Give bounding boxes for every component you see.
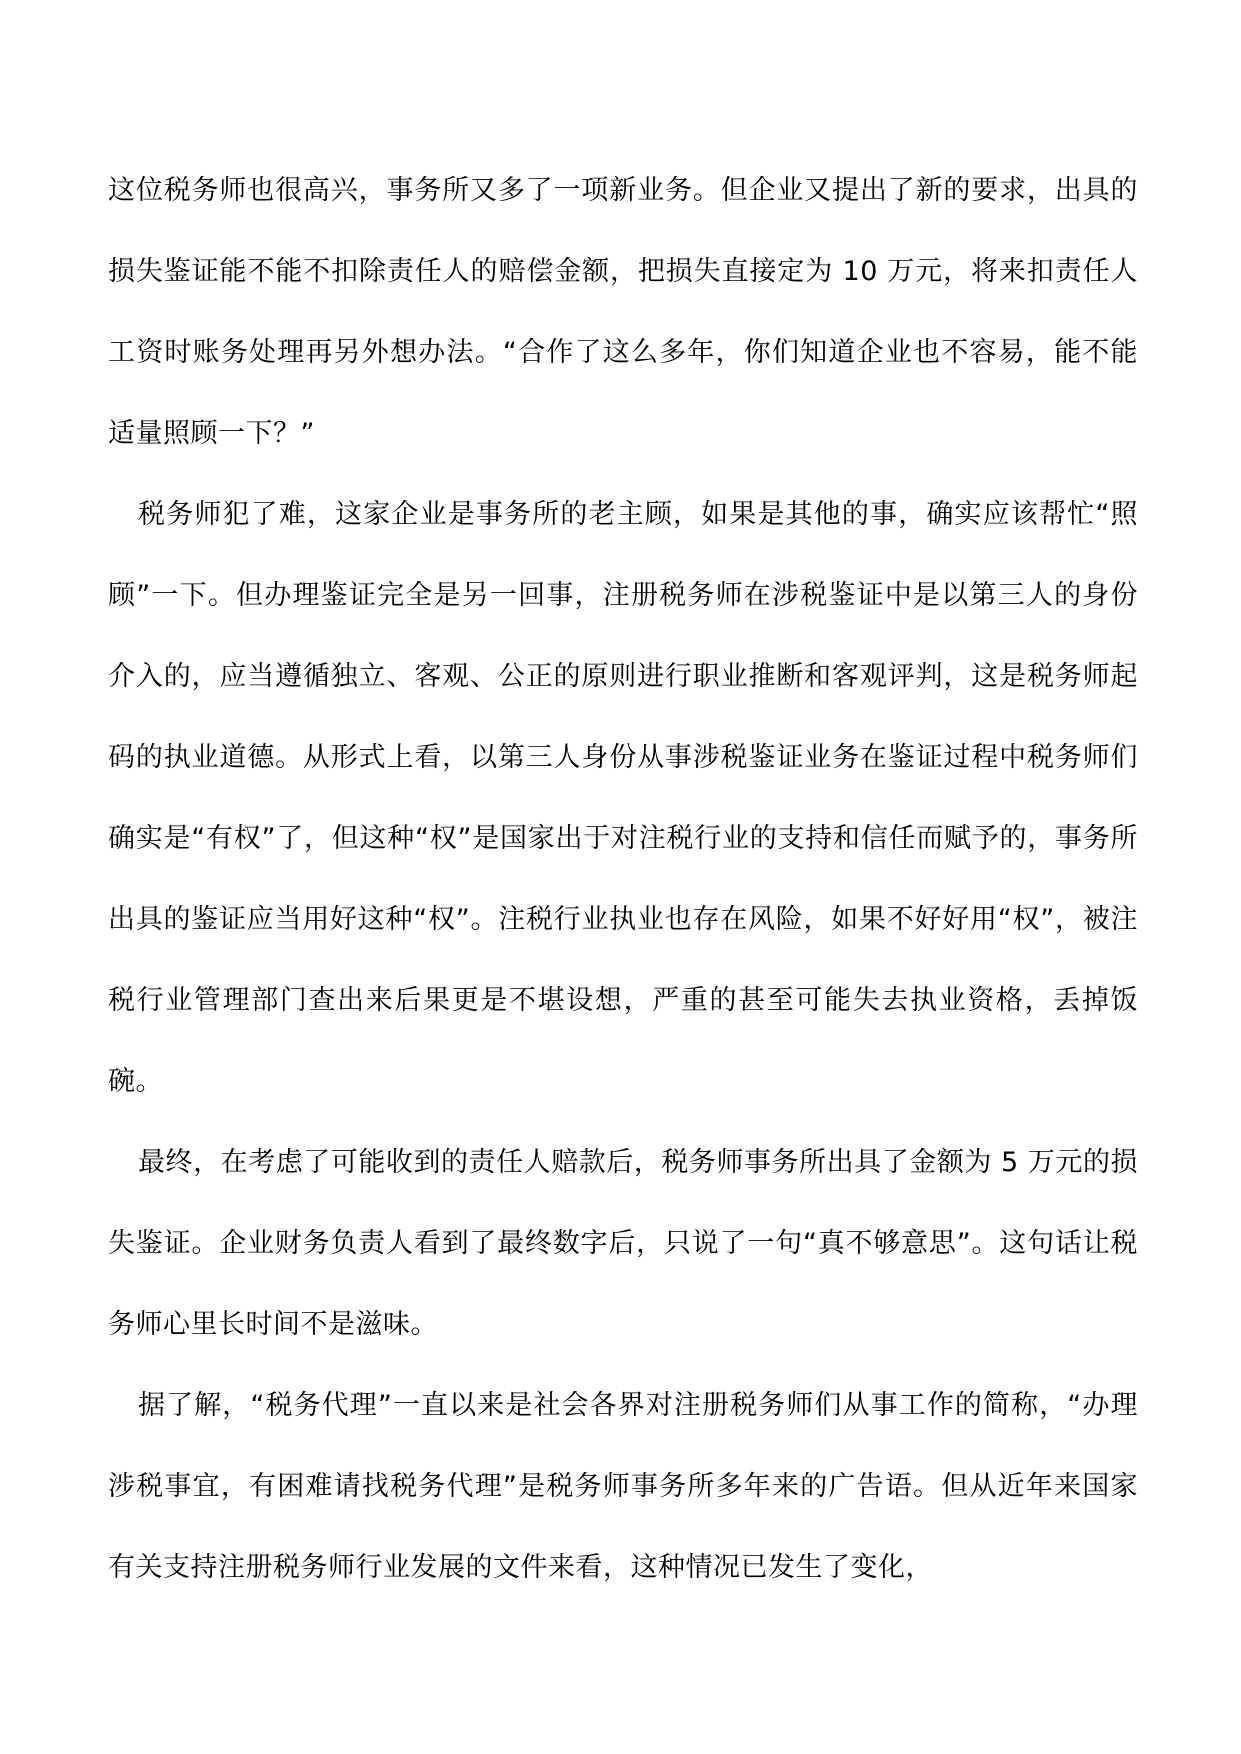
paragraph-4: 据了解，“税务代理”一直以来是社会各界对注册税务师们从事工作的简称，“办理涉税事宜，有困难请找税务代理”是税务师事务所多年来的广告语。但从近年来国家有关支持注册税务师行业发展的文件来看，这种情况已发生了变化， bbox=[108, 1390, 1138, 1583]
paragraph-2: 税务师犯了难，这家企业是事务所的老主顾，如果是其他的事，确实应该帮忙“照顾”一下。但办理鉴证完全是另一回事，注册税务师在涉税鉴证中是以第三人的身份介入的，应当遵循独立、客观、公正的原则进行职业推断和客观评判，这是税务师起码的执业道德。从形式上看，以第三人身份从事涉税鉴证业务在鉴证过程中税务师们确实是“有权”了，但这种“权”是国家出于对注税行业的支持和信任而赋予的，事务所出具的鉴证应当用好这种“权”。注税行业执业也存在风险，如果不好好用“权”，被注税行业管理部门查出来后果更是不堪设想，严重的甚至可能失去执业资格，丢掉饭碗。 bbox=[108, 499, 1138, 1097]
document-page bbox=[108, 150, 1138, 1608]
paragraph-3: 最终，在考虑了可能收到的责任人赔款后，税务师事务所出具了金额为 5 万元的损失鉴证。企业财务负责人看到了最终数字后，只说了一句“真不够意思”。这句话让税务师心里长时间不是滋味。 bbox=[108, 1147, 1138, 1340]
paragraph-1: 这位税务师也很高兴，事务所又多了一项新业务。但企业又提出了新的要求，出具的损失鉴证能不能不扣除责任人的赔偿金额，把损失直接定为 10 万元，将来扣责任人工资时账务处理再另外想办法。“合作了这么多年，你们知道企业也不容易，能不能适量照顾一下？” bbox=[108, 175, 1138, 449]
